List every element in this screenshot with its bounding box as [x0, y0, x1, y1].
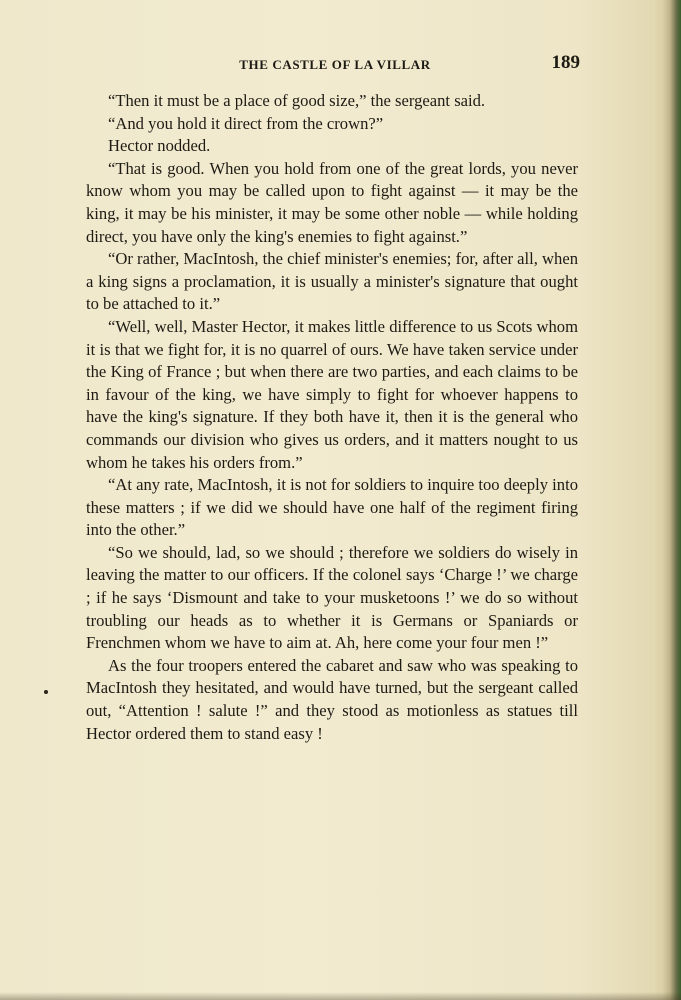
paragraph: “So we should, lad, so we should ; therefore we soldiers do wisely in leaving the matter to our officers. If the colonel says ‘Charge !’ we charge ; if he says ‘Dismount and take to your musketoons !’ we do so without troubling our heads as to whether it is Germans or Spaniards or Frenchmen whom we have to aim at. Ah, here come your four men !” — [86, 542, 578, 653]
running-title: THE CASTLE OF LA VILLAR — [239, 57, 431, 72]
paragraph: “That is good. When you hold from one of the great lords, you never know whom you may be called upon to fight against — it may be the king, it may be his minister, it may be some other noble — while holding direct, you have only the king's enemies to fight against.” — [86, 158, 578, 246]
paragraph: “Or rather, MacIntosh, the chief minister's enemies; for, after all, when a king signs a proclamation, it is usually a minister's signature that ought to be attached to it.” — [86, 249, 578, 314]
paragraph: “Well, well, Master Hector, it makes little difference to us Scots whom it is that we fight for, it is no quarrel of ours. We have taken service under the King of France ; but when there are two parties, and each claims to be in favour of the king, we have simply to fight for whoever happens to have the king's signature. If they both have it, then it is the general who commands our division who gives us orders, and it matters nought to us whom he takes his orders from.” — [86, 316, 578, 472]
body-text — [86, 90, 578, 745]
page-gutter-shadow — [663, 0, 681, 1000]
page-number: 189 — [551, 52, 580, 73]
paragraph: “At any rate, MacIntosh, it is not for soldiers to inquire too deeply into these matters ; if we did we should have one half of the regiment firing into the other.” — [86, 475, 578, 540]
paragraph: “And you hold it direct from the crown?” — [108, 113, 384, 133]
ink-speck — [44, 690, 48, 694]
paragraph: “Then it must be a place of good size,” the sergeant said. — [108, 91, 486, 110]
page-header — [90, 52, 580, 78]
page-bottom-edge — [0, 992, 681, 1000]
paragraph: As the four troopers entered the cabaret and saw who was speaking to MacIntosh they hesitated, and would have turned, but the sergeant called out, “Attention ! salute !” and they stood as motionless as statues till Hector ordered them to stand easy ! — [86, 655, 578, 743]
paragraph: Hector nodded. — [108, 136, 211, 156]
